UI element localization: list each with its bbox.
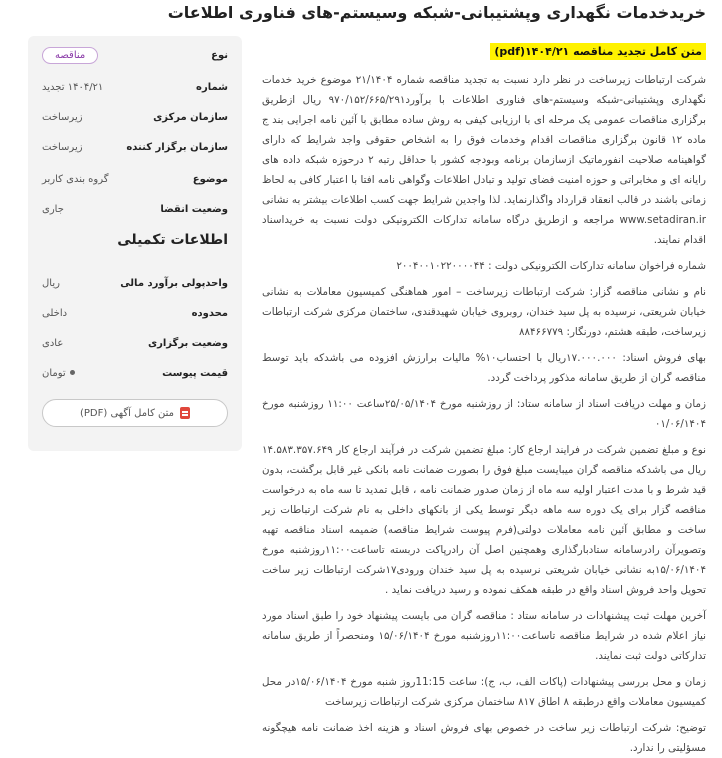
deposit-price-value bbox=[42, 368, 75, 379]
expiry-status-row bbox=[42, 200, 228, 218]
notice-paragraph: زمان و محل بررسی پیشنهادات (پاکات الف، ب، ج): ساعت 11:15روز شنبه مورخ ۱۵/۰۶/۱۴۰۴در محل کمیسیون معاملات واقع درطبقه ۸ اطاق ۸۱۷ ساختمان مرکزی شرکت ارتباطات زیرساخت bbox=[262, 676, 706, 708]
type-label: نوع bbox=[211, 49, 228, 61]
notice-paragraph: بهای فروش اسناد: ۱۷.۰۰۰.۰۰۰ریال با احتساب۱۰% مالیات برارزش افزوده می باشدکه باید توسط مناقصه گران از طریق سامانه مذکور پرداخت گردد. bbox=[262, 352, 707, 384]
expiry-status-value: جاری bbox=[42, 203, 64, 215]
number-label: شماره bbox=[196, 81, 228, 93]
number-value: ۱۴۰۴/۲۱ تجدید bbox=[42, 81, 104, 93]
central-org-value: زیرساخت bbox=[42, 111, 83, 123]
subject-label: موضوع bbox=[192, 173, 228, 185]
bullet-icon bbox=[70, 370, 75, 375]
pdf-download-button[interactable] bbox=[42, 399, 228, 427]
holder-org-row bbox=[42, 138, 228, 156]
holder-org-label: سازمان برگزار کننده bbox=[126, 141, 228, 153]
full-text-link[interactable]: متن کامل تجدید مناقصه ۱۴۰۴/۲۱(pdf) bbox=[490, 43, 706, 60]
type-badge[interactable]: مناقصه bbox=[42, 47, 98, 64]
notice-paragraph: زمان و مهلت دریافت اسناد از سامانه ستاد: از روزشنبه مورخ ۲۵/۰۵/۱۴۰۴ساعت ۱۱:۰۰ روزشنبه مورخ ۰۱/۰۶/۱۴۰۴ bbox=[262, 398, 706, 430]
subject-row bbox=[42, 170, 228, 188]
details-sidebar bbox=[28, 36, 242, 451]
holder-org-value: زیرساخت bbox=[42, 141, 83, 153]
central-org-row bbox=[42, 108, 228, 126]
scope-value: داخلی bbox=[42, 307, 68, 319]
page-title: خریدخدمات نگهداری وپشتیبانی-شبکه وسیستم-های فناوری اطلاعات bbox=[167, 3, 706, 22]
holding-status-value: عادی bbox=[42, 337, 64, 349]
scope-row bbox=[42, 304, 228, 322]
currency-row bbox=[42, 274, 228, 292]
currency-value: ریال bbox=[42, 277, 60, 289]
notice-paragraph: توضیح: شرکت ارتباطات زیر ساخت در خصوص بهای فروش اسناد و هزینه اخذ ضمانت نامه هیچگونه مسؤلیتی را ندارد. bbox=[262, 722, 706, 754]
type-row bbox=[42, 46, 228, 64]
scope-label: محدوده bbox=[191, 307, 228, 319]
pdf-download-label: متن کامل آگهی (PDF) bbox=[79, 407, 175, 419]
expiry-status-label: وضعیت انقضا bbox=[160, 203, 228, 215]
holding-status-label: وضعیت برگزاری bbox=[147, 337, 228, 349]
notice-paragraph: نام و نشانی مناقصه گزار: شرکت ارتباطات زیرساخت – امور هماهنگی کمیسیون معاملات به نشانی خیابان شریعتی، نرسیده به پل سید خندان، روبروی خیابان شهیدقندی، ساختمان مرکزی شرکت ارتباطات زیرساخت، طبقه هشتم، دورنگار: ۸۸۴۶۶۷۷۹ bbox=[262, 286, 706, 338]
subject-value: گروه بندی کاربر bbox=[42, 173, 109, 185]
notice-paragraph: آخرین مهلت ثبت پیشنهادات در سامانه ستاد : مناقصه گران می بایست پیشنهاد خود را طبق اسناد مورد نیاز اعلام شده در شرایط مناقصه تاساعت۱۱:۰۰روزشنبه مورخ ۱۵/۰۶/۱۴۰۴ ومنحصراً از طریق سامانه تدارکاتی دولت ثبت نمایند. bbox=[262, 610, 706, 662]
notice-paragraph: شرکت ارتباطات زیرساخت در نظر دارد نسبت به تجدید مناقصه شماره ۲۱/۱۴۰۴ موضوع خرید خدمات نگهداری وپشتیبانی-شبکه وسیستم-های فناوری اطلاعات با برآورد۹۷۰/۱۵۲/۶۶۵/۲۹۱ ریال ازطریق برگزاری مناقصات عمومی یک مرحله ای با ارزیابی کیفی به روش ساده مطابق با آئین نامه اجرایی بند ج ماده ۱۲ قانون برگزاری مناقصات اقدام وخدمات فوق را به اشخاص حقوقی واجد شرایط که دارای گواهینامه صلاحیت انفورماتیک ازسازمان برنامه وبودجه کشور با حداقل رتبه ۲ درحوزه شبکه داده های رایانه ای و مخابراتی و حوزه امنیت فضای تولید و تبادل اطلاعات وگواهی نامه افتا با اعتبار کافی به لحاظ زمانی باشند در قالب انعقاد قرارداد واگذارنماید. لذا واجدین شرایط جهت کسب اطلاعات بیشتر به نشانی www.setadiran.ir مراجعه و ازطریق درگاه سامانه تدارکات الکترونیکی دولت نسبت به خریداسناد اقدام نمایند. bbox=[262, 74, 707, 246]
central-org-label: سازمان مرکزی bbox=[153, 111, 228, 123]
holding-status-row bbox=[42, 334, 228, 352]
number-row bbox=[42, 78, 228, 96]
notice-main-content bbox=[262, 40, 707, 754]
extra-info-title: اطلاعات تکمیلی bbox=[117, 232, 228, 248]
currency-label: واحدپولی برآورد مالی bbox=[120, 277, 228, 289]
notice-paragraph: نوع و مبلغ تضمین شرکت در فرایند ارجاع کار: مبلغ تضمین شرکت در فرآیند ارجاع کار ۱۴.۵۸۳.۳۵۷.۶۴۹ ریال می باشدکه مناقصه گران میبایست مبلغ فوق را بصورت ضمانت نامه بانکی غیر قابل برگشت، بدون قید شرط و با مدت اعتبار اولیه سه ماه از زمان صدور ضمانت نامه ، قابل تمدید تا سه ماه به درخواست مناقصه گزار برای یک دوره سه ماهه دیگر توسط یکی از بانکهای داخلی به نام شرکت ارتباطات زیر ساخت و مطابق آئین نامه معاملات دولتی(فرم پیوست شرایط مناقصه) ضمیمه اسناد مناقصه تهیه وتصویرآن رادرسامانه ستادبارگذاری وهمچنین اصل آن رادرپاکت دربسته تاساعت۱۱:۰۰روزشنبه مورخ ۱۵/۰۶/۱۴۰۴به نشانی خیابان شریعتی نرسیده به پل سید خندان ورودی۱۷شرکت ارتباطات زیر ساخت تحویل واحد فروش اسناد واقع در طبقه همکف نموده و رسید دریافت نماید . bbox=[262, 444, 706, 596]
deposit-price-row bbox=[42, 364, 228, 382]
deposit-price-label: قیمت پیوست bbox=[162, 367, 228, 379]
notice-paragraph: شماره فراخوان سامانه تدارکات الکترونیکی دولت : ۲۰۰۴۰۰۱۰۲۲۰۰۰۰۴۴ bbox=[396, 260, 706, 272]
pdf-file-icon bbox=[180, 407, 190, 419]
deposit-price-unit: تومان bbox=[42, 367, 66, 379]
